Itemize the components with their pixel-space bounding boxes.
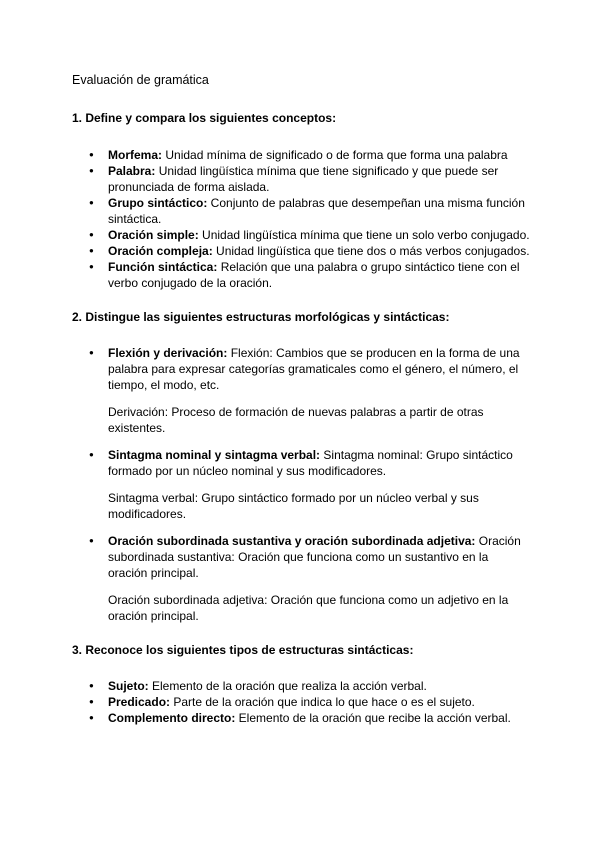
item-extra-paragraph: Derivación: Proceso de formación de nuevas palabras a partir de otras existentes. [108, 405, 484, 435]
section-heading-1: 1. Define y compara los siguientes conceptos: [72, 111, 337, 125]
item-term: Función sintáctica: [108, 260, 218, 274]
structure-list [72, 447, 530, 479]
document-title: Evaluación de gramática [72, 73, 209, 87]
item-term: Flexión y derivación: [108, 346, 228, 360]
item-extra-paragraph: Oración subordinada adjetiva: Oración que funciona como un adjetivo en la oración principal. [108, 593, 509, 623]
item-text: Unidad lingüística mínima que tiene significado y que puede ser pronunciada de forma aislada. [108, 164, 499, 194]
list-item [72, 678, 530, 694]
list-item [72, 259, 530, 291]
list-item [72, 163, 530, 195]
item-term: Palabra: [108, 164, 156, 178]
item-text: Unidad lingüística que tiene dos o más verbos conjugados. [212, 244, 530, 258]
item-text: Elemento de la oración que recibe la acción verbal. [235, 711, 511, 725]
section-heading-2: 2. Distingue las siguientes estructuras morfológicas y sintácticas: [72, 310, 450, 324]
list-item [72, 227, 530, 243]
item-term: Complemento directo: [108, 711, 236, 725]
item-text: Flexión: Cambios que se producen en la forma de una palabra para expresar categorías gramaticales como el género, el número, el tiempo, el modo, etc. [108, 346, 520, 392]
list-item [72, 447, 530, 479]
list-item [72, 147, 530, 163]
item-text: Oración subordinada sustantiva: Oración que funciona como un sustantivo en la oración principal. [108, 534, 521, 580]
item-term: Sujeto: [108, 679, 149, 693]
item-text: Relación que una palabra o grupo sintáctico tiene con el verbo conjugado de la oración. [108, 260, 520, 290]
list-item [72, 533, 530, 581]
list-item [72, 195, 530, 227]
list-item [72, 694, 530, 710]
structure-list [72, 533, 530, 581]
structure-list [72, 345, 530, 393]
item-term: Oración subordinada sustantiva y oración subordinada adjetiva: [108, 534, 476, 548]
concept-list [72, 147, 530, 291]
item-text: Parte de la oración que indica lo que hace o es el sujeto. [170, 695, 475, 709]
item-term: Oración simple: [108, 228, 199, 242]
item-term: Sintagma nominal y sintagma verbal: [108, 448, 321, 462]
syntax-types-list [72, 678, 530, 726]
item-text: Unidad mínima de significado o de forma que forma una palabra [162, 148, 508, 162]
list-item [72, 345, 530, 393]
list-item [72, 710, 530, 726]
section-heading-3: 3. Reconoce los siguientes tipos de estructuras sintácticas: [72, 643, 414, 657]
item-text: Conjunto de palabras que desempeñan una misma función sintáctica. [108, 196, 525, 226]
item-text: Sintagma nominal: Grupo sintáctico formado por un núcleo nominal y sus modificadores. [108, 448, 513, 478]
item-term: Oración compleja: [108, 244, 213, 258]
item-extra-paragraph: Sintagma verbal: Grupo sintáctico formado por un núcleo verbal y sus modificadores. [108, 491, 479, 521]
item-term: Morfema: [108, 148, 163, 162]
item-text: Unidad lingüística mínima que tiene un solo verbo conjugado. [198, 228, 530, 242]
list-item [72, 243, 530, 259]
item-term: Predicado: [108, 695, 171, 709]
item-text: Elemento de la oración que realiza la acción verbal. [148, 679, 427, 693]
item-term: Grupo sintáctico: [108, 196, 208, 210]
